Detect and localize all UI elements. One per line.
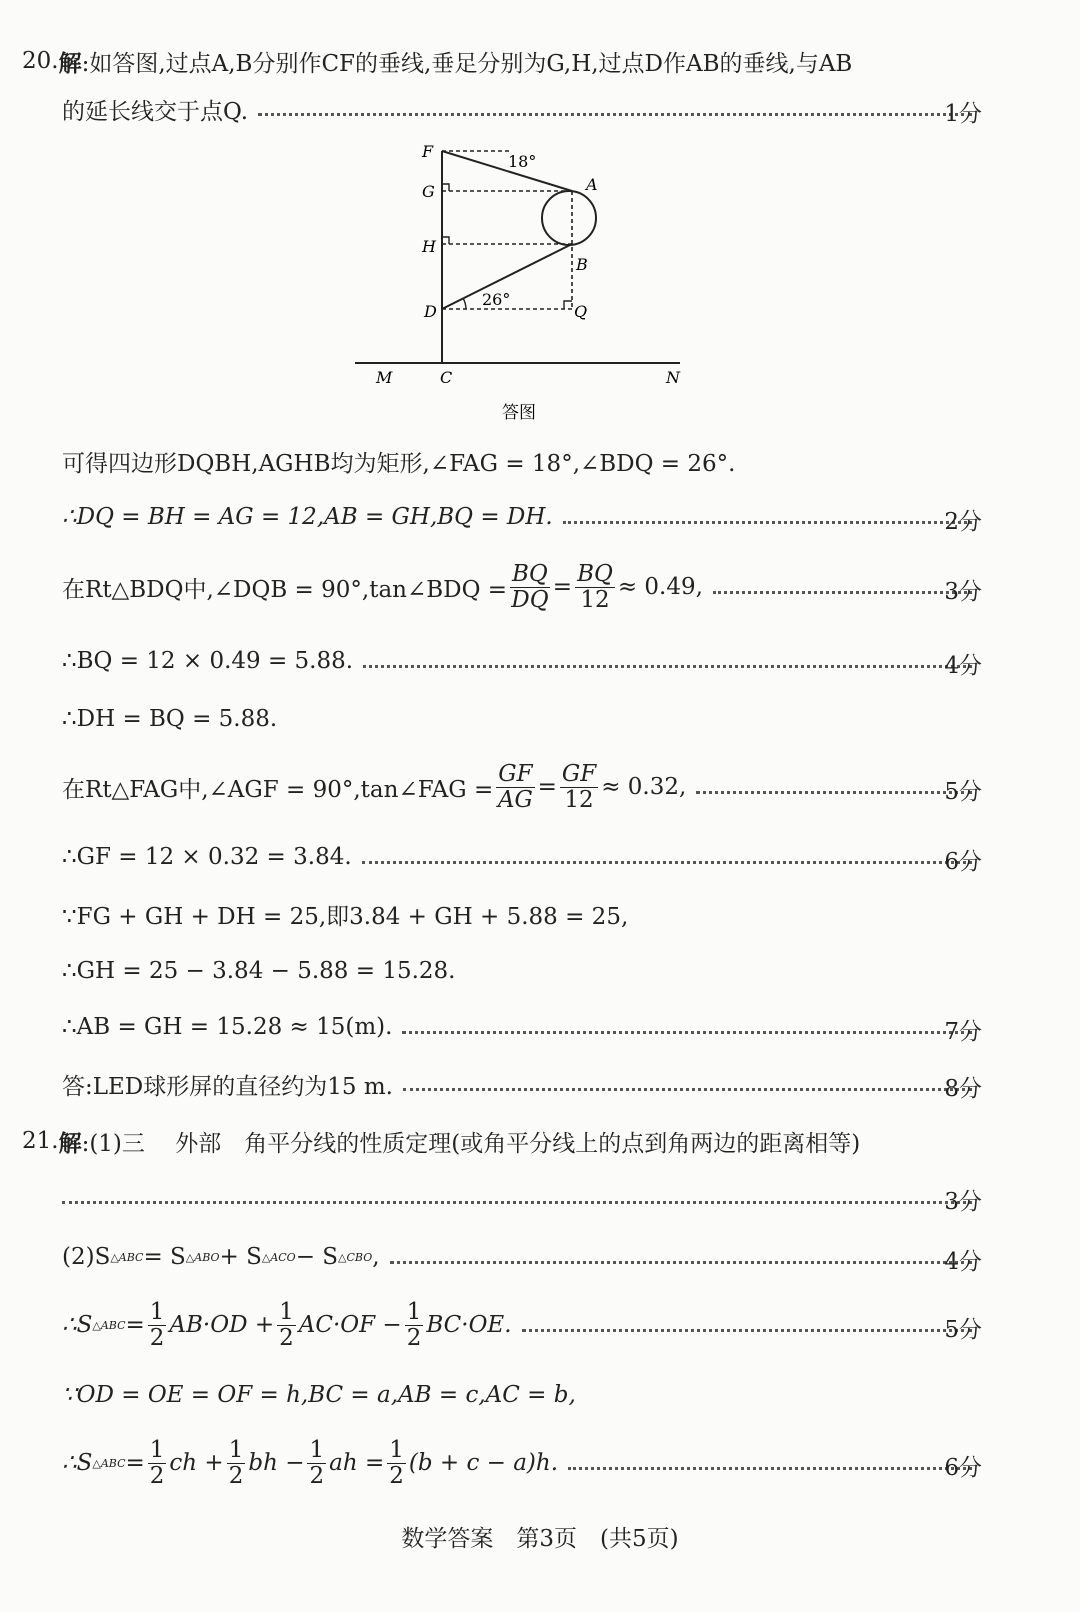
label-h: H — [422, 237, 436, 256]
numerator: 1 — [228, 1437, 244, 1464]
step-text: ∴DH = BQ = 5.88. — [62, 706, 278, 732]
segment-fa — [442, 151, 572, 191]
step-line — [62, 1378, 980, 1412]
q21-part1-line — [22, 1124, 980, 1158]
denominator: 12 — [564, 786, 594, 813]
q21-leader-line — [62, 1180, 980, 1214]
step-line — [62, 1010, 980, 1044]
denominator: 2 — [228, 1462, 244, 1489]
step-line — [62, 1436, 980, 1490]
step-text: ≈ 0.32, — [601, 774, 687, 800]
score-mark: 3分 — [944, 579, 982, 605]
numerator: 1 — [389, 1437, 404, 1464]
step-text: bh − — [248, 1450, 305, 1476]
equals-sign: = — [125, 1312, 145, 1338]
step-line — [62, 560, 980, 614]
fraction — [510, 562, 550, 611]
fraction-half — [227, 1438, 246, 1487]
step-text: , — [372, 1244, 380, 1270]
step-line — [62, 897, 980, 931]
fraction-half — [387, 1438, 406, 1487]
fraction — [575, 562, 615, 611]
label-g: G — [422, 182, 435, 201]
step-text: BC·OE. — [426, 1312, 512, 1338]
score-mark: 6分 — [944, 849, 982, 875]
denominator: DQ — [511, 586, 549, 613]
step-text: ah = — [329, 1450, 385, 1476]
score-mark: 8分 — [944, 1076, 982, 1102]
subscript: △ABC — [92, 1456, 126, 1470]
answer-text: 答:LED球形屏的直径约为15 m. — [62, 1073, 393, 1100]
score-mark: 4分 — [944, 653, 982, 679]
dot-leader — [403, 1088, 972, 1091]
step-text: AB·OD + — [169, 1312, 275, 1338]
solution-label: 解 — [58, 49, 82, 77]
step-text: = S — [143, 1244, 186, 1270]
fraction-half — [405, 1300, 424, 1349]
score-mark: 1分 — [944, 101, 982, 127]
score-mark: 7分 — [944, 1019, 982, 1045]
step-line — [62, 760, 980, 814]
fraction — [560, 762, 598, 811]
subscript: △ABO — [185, 1250, 220, 1264]
score-mark: 5分 — [944, 1317, 982, 1343]
score-mark: 2分 — [944, 509, 982, 535]
label-q: Q — [574, 302, 588, 321]
denominator: 2 — [149, 1462, 165, 1489]
denominator: 2 — [279, 1324, 294, 1351]
dot-leader — [563, 521, 972, 524]
step-text: 可得四边形DQBH,AGHB均为矩形,∠FAG = 18°,∠BDQ = 26°. — [62, 450, 736, 477]
fraction — [496, 762, 534, 811]
numerator: 1 — [279, 1299, 294, 1326]
q20-intro-text1: :如答图,过点A,B分别作CF的垂线,垂足分别为G,H,过点D作AB的垂线,与AB — [81, 50, 853, 77]
q20-intro-text2: 的延长线交于点Q. — [62, 98, 249, 125]
step-line — [62, 1298, 980, 1352]
figure-caption: 答图 — [502, 403, 536, 423]
label-m: M — [376, 368, 393, 387]
dot-leader — [363, 665, 972, 668]
step-text: − S — [295, 1244, 339, 1270]
dot-leader — [362, 861, 972, 864]
step-text: AC·OF − — [298, 1312, 402, 1338]
numerator: 1 — [149, 1299, 165, 1326]
label-b: B — [576, 255, 588, 274]
dot-leader — [258, 113, 972, 116]
dot-leader — [402, 1031, 972, 1034]
step-text: ∴GF = 12 × 0.32 = 3.84. — [62, 844, 352, 870]
label-a: A — [586, 175, 598, 194]
step-text: ∴GH = 25 − 3.84 − 5.88 = 15.28. — [62, 958, 456, 984]
score-mark: 5分 — [944, 779, 982, 805]
numerator: GF — [561, 761, 597, 788]
score-mark: 3分 — [944, 1189, 982, 1215]
denominator: AG — [497, 786, 533, 813]
score-mark: 6分 — [944, 1455, 982, 1481]
answer-line — [62, 1067, 980, 1101]
fraction-half — [148, 1300, 167, 1349]
fraction-half — [277, 1300, 296, 1349]
dot-leader — [696, 791, 972, 794]
numerator: BQ — [512, 561, 548, 588]
fraction-half — [148, 1438, 167, 1487]
sphere-circle — [542, 191, 596, 245]
subscript: △CBO — [338, 1250, 373, 1264]
step-text: ∵OD = OE = OF = h,BC = a,AB = c,AC = b, — [62, 1382, 576, 1408]
step-line — [62, 840, 980, 874]
step-line — [62, 702, 980, 736]
angle-26-label: 26° — [482, 290, 511, 309]
dot-leader — [713, 591, 972, 594]
step-line — [62, 500, 980, 534]
step-line — [62, 954, 980, 988]
denominator: 2 — [309, 1462, 325, 1489]
angle-18-label: 18° — [508, 152, 537, 171]
question-number: 20. — [22, 48, 59, 74]
fraction-half — [307, 1438, 326, 1487]
question-number: 21. — [22, 1128, 59, 1154]
denominator: 2 — [389, 1462, 404, 1489]
step-text: (b + c − a)h. — [408, 1450, 559, 1476]
numerator: 1 — [149, 1437, 165, 1464]
dot-leader — [390, 1261, 972, 1264]
subscript: △ABC — [110, 1250, 144, 1264]
step-text: ∴S — [62, 1450, 93, 1476]
denominator: 2 — [149, 1324, 165, 1351]
step-text: 在Rt△FAG中,∠AGF = 90°,tan∠FAG = — [62, 776, 494, 803]
step-line — [62, 644, 980, 678]
step-text: + S — [219, 1244, 262, 1270]
dot-leader — [522, 1329, 972, 1332]
step-text: (2)S — [62, 1244, 111, 1270]
solution-label: 解 — [58, 1129, 82, 1157]
q20-intro-line1 — [22, 44, 980, 78]
step-text: ∵FG + GH + DH = 25,即3.84 + GH + 5.88 = 25, — [62, 903, 629, 930]
dot-leader — [62, 1201, 972, 1204]
equals-sign: = — [125, 1450, 145, 1476]
numerator: 1 — [406, 1299, 422, 1326]
step-text: ∴S — [62, 1312, 93, 1338]
label-n: N — [666, 368, 680, 387]
step-line — [62, 444, 980, 478]
dot-leader — [568, 1467, 972, 1470]
step-text: 在Rt△BDQ中,∠DQB = 90°,tan∠BDQ = — [62, 576, 508, 603]
score-mark: 4分 — [944, 1249, 982, 1275]
step-text: ∴DQ = BH = AG = 12,AB = GH,BQ = DH. — [62, 504, 553, 530]
denominator: 12 — [580, 586, 610, 613]
step-line — [62, 1240, 980, 1274]
label-d: D — [424, 302, 437, 321]
subscript: △ABC — [92, 1318, 126, 1332]
label-c: C — [440, 368, 453, 387]
q21-part1-text: :(1)三 外部 角平分线的性质定理(或角平分线上的点到角两边的距离相等) — [81, 1130, 861, 1157]
numerator: GF — [498, 761, 533, 788]
equals-sign: = — [537, 774, 557, 800]
denominator: 2 — [406, 1324, 422, 1351]
subscript: △ACO — [261, 1250, 296, 1264]
page-footer: 数学答案 第3页 (共5页) — [401, 1526, 679, 1552]
step-text: ∴AB = GH = 15.28 ≈ 15(m). — [62, 1014, 393, 1040]
step-text: ch + — [169, 1450, 224, 1476]
label-f: F — [422, 142, 434, 161]
step-text: ∴BQ = 12 × 0.49 = 5.88. — [62, 648, 354, 674]
numerator: BQ — [577, 561, 613, 588]
q20-intro-line2 — [62, 92, 980, 126]
equals-sign: = — [552, 574, 573, 600]
geometry-figure — [340, 135, 700, 430]
numerator: 1 — [309, 1437, 325, 1464]
step-text: ≈ 0.49, — [617, 574, 703, 600]
